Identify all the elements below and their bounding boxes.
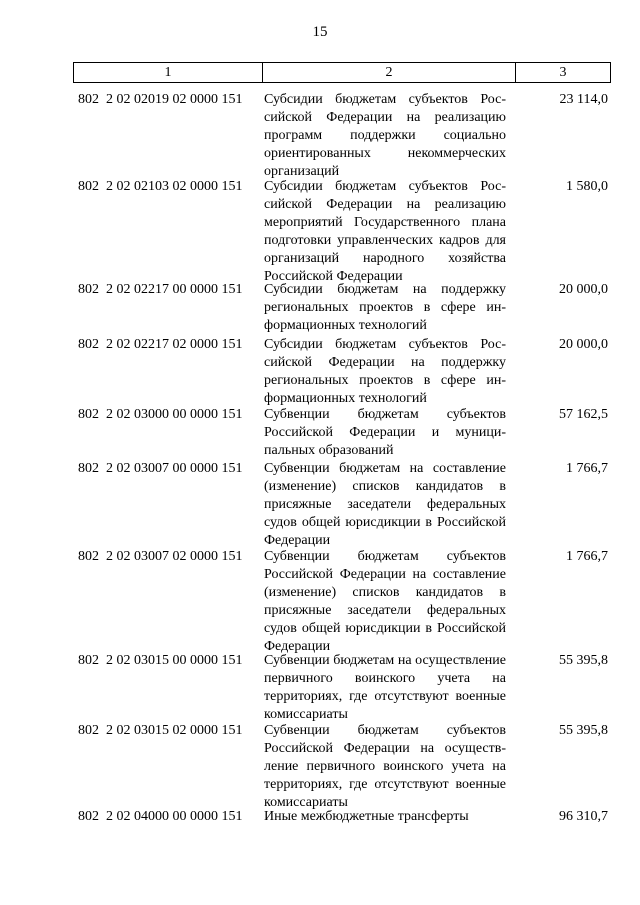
row-amount: 1 580,0 <box>566 179 608 194</box>
row-code: 802 2 02 03000 00 0000 151 <box>78 407 243 422</box>
row-description: Субвенции бюджетам субъектов Российской Федерации и муниципальных образований <box>264 407 506 458</box>
row-code: 802 2 02 03015 00 0000 151 <box>78 653 243 668</box>
row-code: 802 2 02 02217 00 0000 151 <box>78 282 243 297</box>
row-amount: 96 310,7 <box>559 809 608 824</box>
row-code: 802 2 02 02019 02 0000 151 <box>78 92 243 107</box>
row-amount: 20 000,0 <box>559 337 608 352</box>
row-code: 802 2 02 03007 00 0000 151 <box>78 461 243 476</box>
row-description: Субсидии бюджетам на поддержку региональных проектов в сфере информационных технологий <box>264 282 506 333</box>
row-code: 802 2 02 02217 02 0000 151 <box>78 337 243 352</box>
row-code: 802 2 02 04000 00 0000 151 <box>78 809 243 824</box>
row-amount: 55 395,8 <box>559 653 608 668</box>
row-description: Субвенции бюджетам субъектов Российской Федерации на составление (изменение) списков кандидатов в присяжные заседатели федеральных судов общей юрисдикции в Российской Федерации <box>264 549 506 654</box>
row-amount: 23 114,0 <box>559 92 608 107</box>
page-number: 15 <box>312 24 328 40</box>
row-amount: 55 395,8 <box>559 723 608 738</box>
row-description: Субсидии бюджетам субъектов Российской Федерации на поддержку региональных проектов в сфере информационных технологий <box>264 337 506 406</box>
column-header-amount: 3 <box>559 65 567 80</box>
row-amount: 1 766,7 <box>566 461 608 476</box>
row-code: 802 2 02 03007 02 0000 151 <box>78 549 243 564</box>
row-description: Субвенции бюджетам субъектов Российской Федерации на осуществление первичного воинского учета на территориях, где отсутствуют военные комиссариаты <box>264 723 506 810</box>
row-description: Субсидии бюджетам субъектов Российской Федерации на реализацию программ поддержки социально ориентированных некоммерческих организаций <box>264 92 506 179</box>
row-amount: 20 000,0 <box>559 282 608 297</box>
row-code: 802 2 02 02103 02 0000 151 <box>78 179 243 194</box>
row-description: Иные межбюджетные трансферты <box>264 809 469 824</box>
row-description: Субвенции бюджетам на осуществление первичного воинского учета на территориях, где отсутствуют военные комиссариаты <box>264 653 506 722</box>
row-description: Субвенции бюджетам на составление (изменение) списков кандидатов в присяжные заседатели федеральных судов общей юрисдикции в Российской Федерации <box>264 461 506 548</box>
row-amount: 1 766,7 <box>566 549 608 564</box>
table-header <box>73 62 611 83</box>
row-amount: 57 162,5 <box>559 407 608 422</box>
column-header-code: 1 <box>74 63 263 82</box>
row-description: Субсидии бюджетам субъектов Российской Федерации на реализацию мероприятий Государственного плана подготовки управленческих кадров для организаций народного хозяйства Российской Федерации <box>264 179 506 284</box>
row-code: 802 2 02 03015 02 0000 151 <box>78 723 243 738</box>
column-header-description: 2 <box>263 63 516 82</box>
